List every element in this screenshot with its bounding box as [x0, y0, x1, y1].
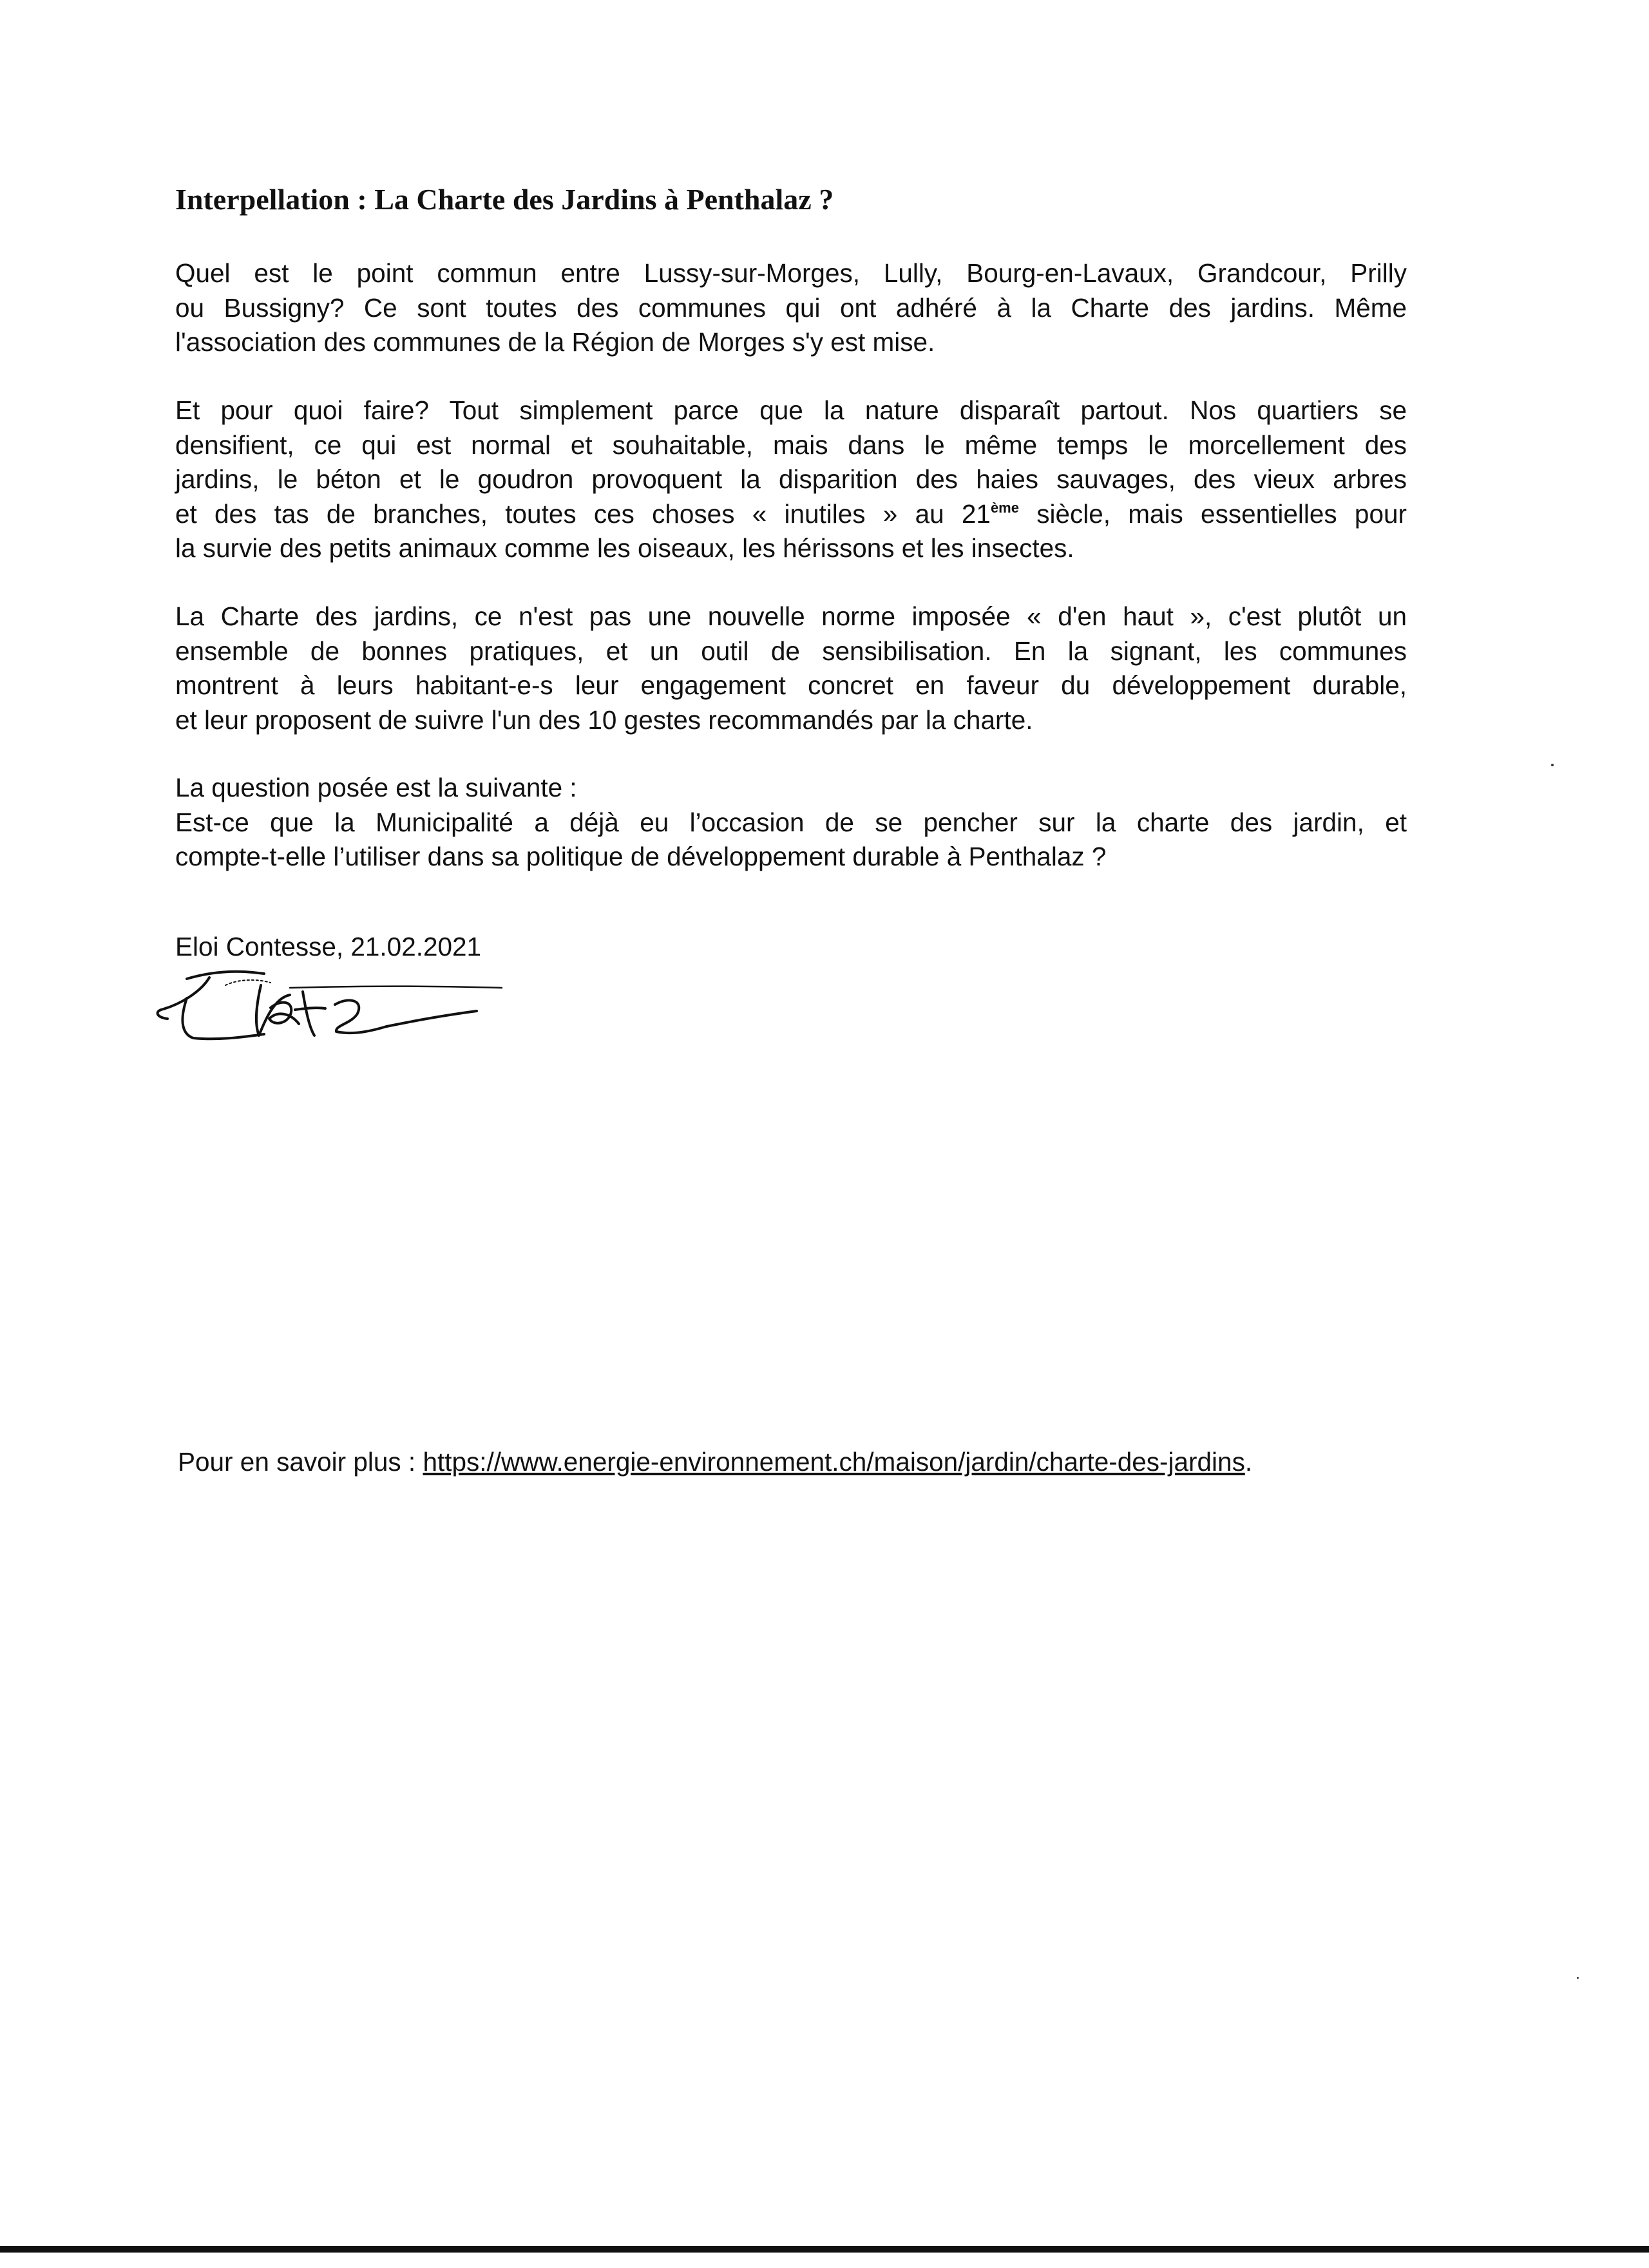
handwritten-signature	[142, 959, 502, 1056]
paragraph-why	[175, 393, 1407, 566]
text-line: l'association des communes de la Région de Morges s'y est mise.	[175, 327, 935, 357]
text-line: ou Bussigny? Ce sont toutes des communes qui ont adhéré à la Charte des jardins. Même	[175, 292, 1407, 323]
superscript-eme: ème	[990, 499, 1019, 516]
text-line: et leur proposent de suivre l'un des 10 gestes recommandés par la charte.	[175, 704, 1033, 735]
charter-url-link[interactable]: https://www.energie-environnement.ch/maison/jardin/charte-des-jardins	[423, 1447, 1245, 1477]
text-line: Quel est le point commun entre Lussy-sur-Morges, Lully, Bourg-en-Lavaux, Grandcour, Prilly	[175, 258, 1407, 288]
text-fragment: et des tas de branches, toutes ces choses « inutiles » au 21	[175, 498, 991, 529]
text-line: La question posée est la suivante :	[175, 773, 577, 802]
text-line: la survie des petits animaux comme les oiseaux, les hérissons et les insectes.	[175, 533, 1074, 563]
footer-more-info	[178, 1445, 1252, 1479]
document-title: Interpellation : La Charte des Jardins à Penthalaz ?	[175, 183, 834, 216]
footer-suffix: .	[1244, 1447, 1253, 1477]
text-line: Et pour quoi faire? Tout simplement parce que la nature disparaît partout. Nos quartiers se	[175, 395, 1407, 425]
text-line: ensemble de bonnes pratiques, et un outil de sensibilisation. En la signant, les communes	[175, 636, 1407, 666]
text-line: jardins, le béton et le goudron provoquent la disparition des haies sauvages, des vieux arbres	[175, 464, 1407, 494]
paragraph-question	[175, 771, 1407, 874]
text-line-with-superscript	[175, 497, 1407, 532]
text-line: Est-ce que la Municipalité a déjà eu l’occasion de se pencher sur la charte des jardin, et	[175, 807, 1407, 837]
footer-prefix: Pour en savoir plus :	[178, 1447, 423, 1477]
text-fragment: siècle, mais essentielles pour	[1018, 498, 1407, 529]
text-line: montrent à leurs habitant-e-s leur engagement concret en faveur du développement durable,	[175, 670, 1407, 700]
paragraph-communes	[175, 256, 1407, 360]
paragraph-charter	[175, 600, 1407, 737]
scan-speck	[1551, 764, 1554, 766]
text-line: compte-t-elle l’utiliser dans sa politique de développement durable à Penthalaz ?	[175, 842, 1107, 871]
scan-speck	[1577, 1977, 1579, 1979]
text-line: La Charte des jardins, ce n'est pas une nouvelle norme imposée « d'en haut », c'est plutôt un	[175, 601, 1407, 631]
author-date: Eloi Contesse, 21.02.2021	[175, 932, 482, 961]
text-line: densifient, ce qui est normal et souhaitable, mais dans le même temps le morcellement des	[175, 430, 1407, 460]
scan-bottom-edge	[0, 2246, 1649, 2253]
